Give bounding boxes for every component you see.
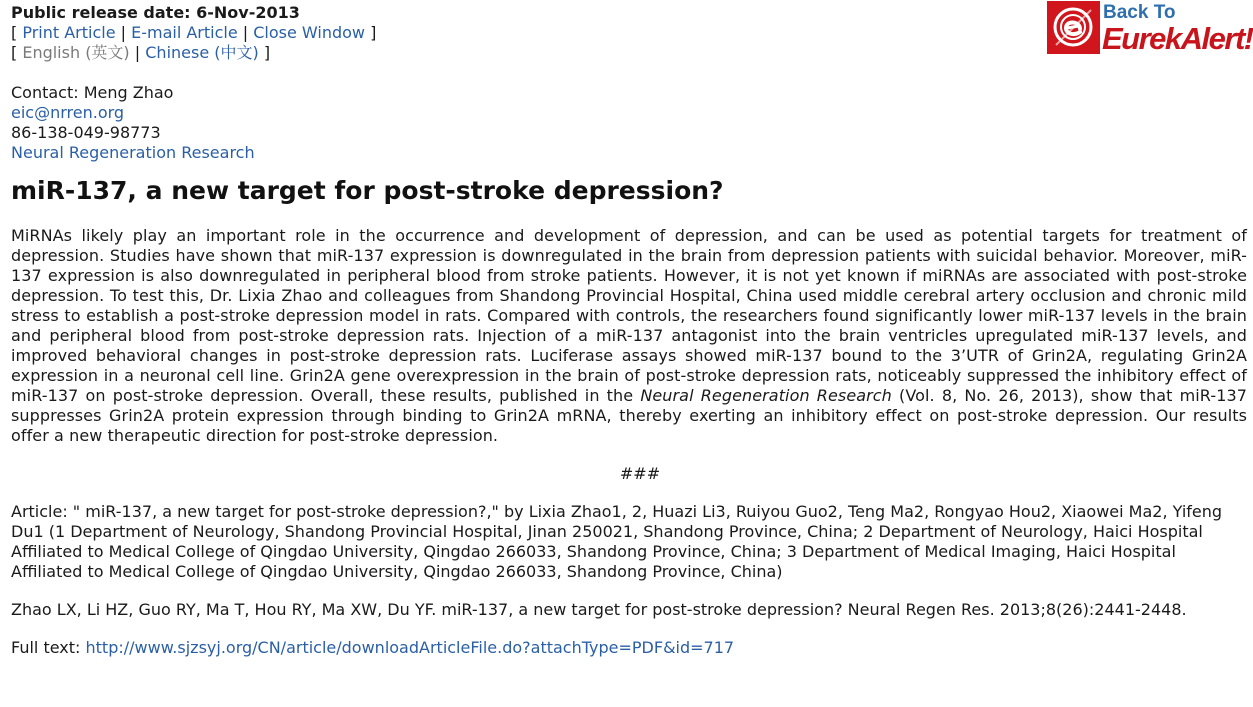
article-title: miR-137, a new target for post-stroke depression? [11,176,724,205]
release-date: Public release date: 6-Nov-2013 [11,3,300,22]
lang-open-bracket: [ [11,43,23,62]
section-divider: ### [619,464,661,483]
lang-separator: | [129,43,146,62]
actions-close-bracket: ] [365,23,377,42]
contact-phone: 86-138-049-98773 [11,123,161,142]
back-to-eurekalert-logo[interactable] [1047,1,1253,56]
article-page [11,3,1247,658]
contact-block [11,83,1247,163]
logo-eurekalert-text: EurekAlert! [1102,21,1253,56]
logo-back-to-text: Back To [1103,2,1176,23]
lang-chinese-link[interactable]: Chinese (中文) [145,43,259,62]
email-article-link[interactable]: E-mail Article [131,23,238,42]
print-article-link[interactable]: Print Article [22,23,116,42]
contact-name: Contact: Meng Zhao [11,83,174,102]
close-window-link[interactable]: Close Window [253,23,366,42]
eurekalert-logo-icon [1047,1,1100,54]
lang-english-current: English (英文) [22,43,130,62]
article-body-part2: (Vol. 8, No. 26, 2013), show that miR-137 suppresses Grin2A protein expression through binding to Grin2A mRNA, thereby exerting an inhibitory effect on post-stroke depression. Our results offer a new therapeutic direction for post-stroke depression. [11,386,1247,445]
full-text-label: Full text: [11,638,86,657]
journal-name: Neural Regeneration Research [640,386,892,405]
article-body-part1: MiRNAs likely play an important role in the occurrence and development of depression, and can be used as potential targets for treatment of depression. Studies have shown that miR-137 expression is downregulated in the brain from depression patients with suicidal behavior. Moreover, miR-137 expression is also downregulated in peripheral blood from stroke patients. However, it is not yet known if miRNAs are associated with post-stroke depression. To test this, Dr. Lixia Zhao and colleagues from Shandong Provincial Hospital, China used middle cerebral artery occlusion and chronic mild stress to establish a post-stroke depression model in rats. Compared with controls, the researchers found significantly lower miR-137 levels in the brain and peripheral blood from post-stroke depression rats. Injection of a miR-137 antagonist into the brain ventricles upregulated miR-137 levels, and improved behavioral changes in post-stroke depression rats. Luciferase assays showed miR-137 bound to the 3’UTR of Grin2A, regulating Grin2A expression in a neuronal cell line. Grin2A gene overexpression in the brain of post-stroke depression rats, noticeably suppressed the inhibitory effect of miR-137 on post-stroke depression. Overall, these results, published in the [11,226,1247,405]
contact-email-link[interactable]: eic@nrren.org [11,103,125,122]
lang-close-bracket: ] [258,43,271,62]
full-text-line [11,638,1247,658]
contact-org-link[interactable]: Neural Regeneration Research [11,143,255,162]
article-body [11,226,1247,446]
actions-separator: | [115,23,132,42]
full-text-link[interactable]: http://www.sjzsyj.org/CN/article/downloadArticleFile.do?attachType=PDF&id=717 [85,638,735,657]
citation-reference: Zhao LX, Li HZ, Guo RY, Ma T, Hou RY, Ma XW, Du YF. miR-137, a new target for post-stroke depression? Neural Regen Res. 2013;8(26):2441-2448. [11,600,1187,619]
actions-open-bracket: [ [11,23,23,42]
actions-separator: | [237,23,254,42]
citation-article: Article: " miR-137, a new target for post-stroke depression?," by Lixia Zhao1, 2, Huazi Li3, Ruiyou Guo2, Teng Ma2, Rongyao Hou2, Xiaowei Ma2, Yifeng Du1 (1 Department of Neurology, Shandong Provincial Hospital, Jinan 250021, Shandong Province, China; 2 Department of Neurology, Haici Hospital Affiliated to Medical College of Qingdao University, Qingdao 266033, Shandong Province, China; 3 Department of Medical Imaging, Haici Hospital Affiliated to Medical College of Qingdao University, Qingdao 266033, Shandong Province, China) [11,502,1223,581]
